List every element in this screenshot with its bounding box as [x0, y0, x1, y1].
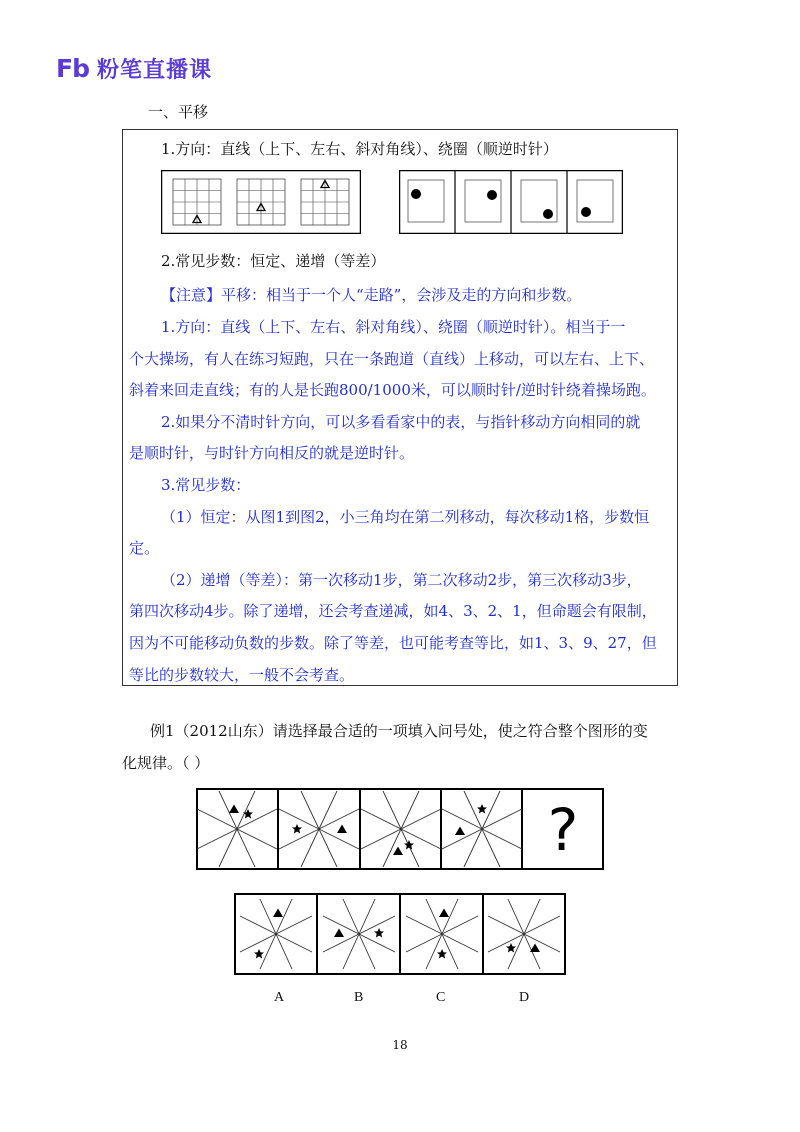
option-panel-b	[323, 899, 395, 969]
dot-mark	[487, 190, 497, 200]
option-label-c: C	[436, 990, 446, 1005]
question-figure	[196, 788, 604, 870]
note-line: （1）恒定：从图1到图2，小三角均在第二列移动，每次移动1格，步数恒	[161, 508, 650, 526]
dot-figure	[399, 170, 623, 234]
note-line: 个大操场，有人在练习短跑，只在一条跑道（直线）上移动，可以左右、上下、	[129, 350, 655, 368]
option-label-a: A	[274, 990, 285, 1005]
grid-panel-3	[301, 179, 349, 225]
example-line-2: 化规律。（ ）	[122, 754, 210, 772]
question-panel-1	[197, 791, 277, 867]
option-panel-a	[240, 899, 312, 969]
question-panel-4	[442, 791, 522, 867]
example-line-1: 例1（2012山东）请选择最合适的一项填入问号处，使之符合整个图形的变	[150, 722, 648, 740]
question-panel-2	[279, 791, 359, 867]
option-panel-d	[488, 899, 560, 969]
note-line: 斜着来回走直线；有的人是长跑800/1000米，可以顺时针/逆时针绕着操场跑。	[129, 381, 656, 399]
note-line: 因为不可能移动负数的步数。除了等差，也可能考查等比，如1、3、9、27，但	[129, 634, 657, 652]
direction-label: 1.方向：直线（上下、左右、斜对角线）、绕圈（顺逆时针）	[161, 140, 558, 158]
question-mark: ?	[547, 796, 579, 864]
dot-mark	[581, 207, 591, 217]
note-line: （2）递增（等差）：第一次移动1步，第二次移动2步，第三次移动3步，	[161, 571, 642, 589]
note-line: 3.常见步数：	[161, 476, 251, 494]
option-label-d: D	[519, 990, 530, 1005]
section-heading: 一、平移	[148, 103, 209, 121]
dot-mark	[543, 209, 553, 219]
note-line: 1.方向：直线（上下、左右、斜对角线）、绕圈（顺逆时针）。相当于一	[161, 318, 626, 336]
grid-panel-2	[237, 179, 285, 225]
note-line: 【注意】平移：相当于一个人“走路”，会涉及走的方向和步数。	[161, 286, 582, 304]
dot-panel-4	[577, 180, 613, 222]
option-panel-c	[406, 899, 478, 969]
option-label-b: B	[354, 990, 364, 1005]
dot-panel-2	[465, 180, 501, 222]
note-line: 等比的步数较大，一般不会考查。	[129, 666, 355, 684]
dot-panel-1	[408, 180, 444, 222]
page-number: 18	[392, 1038, 408, 1052]
dot-mark	[411, 189, 421, 199]
logo-text: 粉笔直播课	[96, 57, 212, 83]
note-line: 是顺时针，与时针方向相反的就是逆时针。	[129, 444, 415, 462]
grid-panel-1	[173, 179, 221, 225]
steps-label: 2.常见步数：恒定、递增（等差）	[161, 252, 386, 270]
note-line: 2.如果分不清时针方向，可以多看看家中的表，与指针移动方向相同的就	[161, 413, 641, 431]
notes-box	[122, 129, 678, 686]
grid-figure	[161, 170, 361, 234]
note-line: 第四次移动4步。除了递增，还会考查递减，如4、3、2、1，但命题会有限制，	[129, 602, 657, 620]
brand-logo	[56, 52, 212, 84]
question-panel-3	[361, 791, 441, 867]
note-line: 定。	[129, 539, 160, 557]
logo-mark: Fb	[56, 53, 89, 83]
options-figure	[234, 893, 566, 975]
